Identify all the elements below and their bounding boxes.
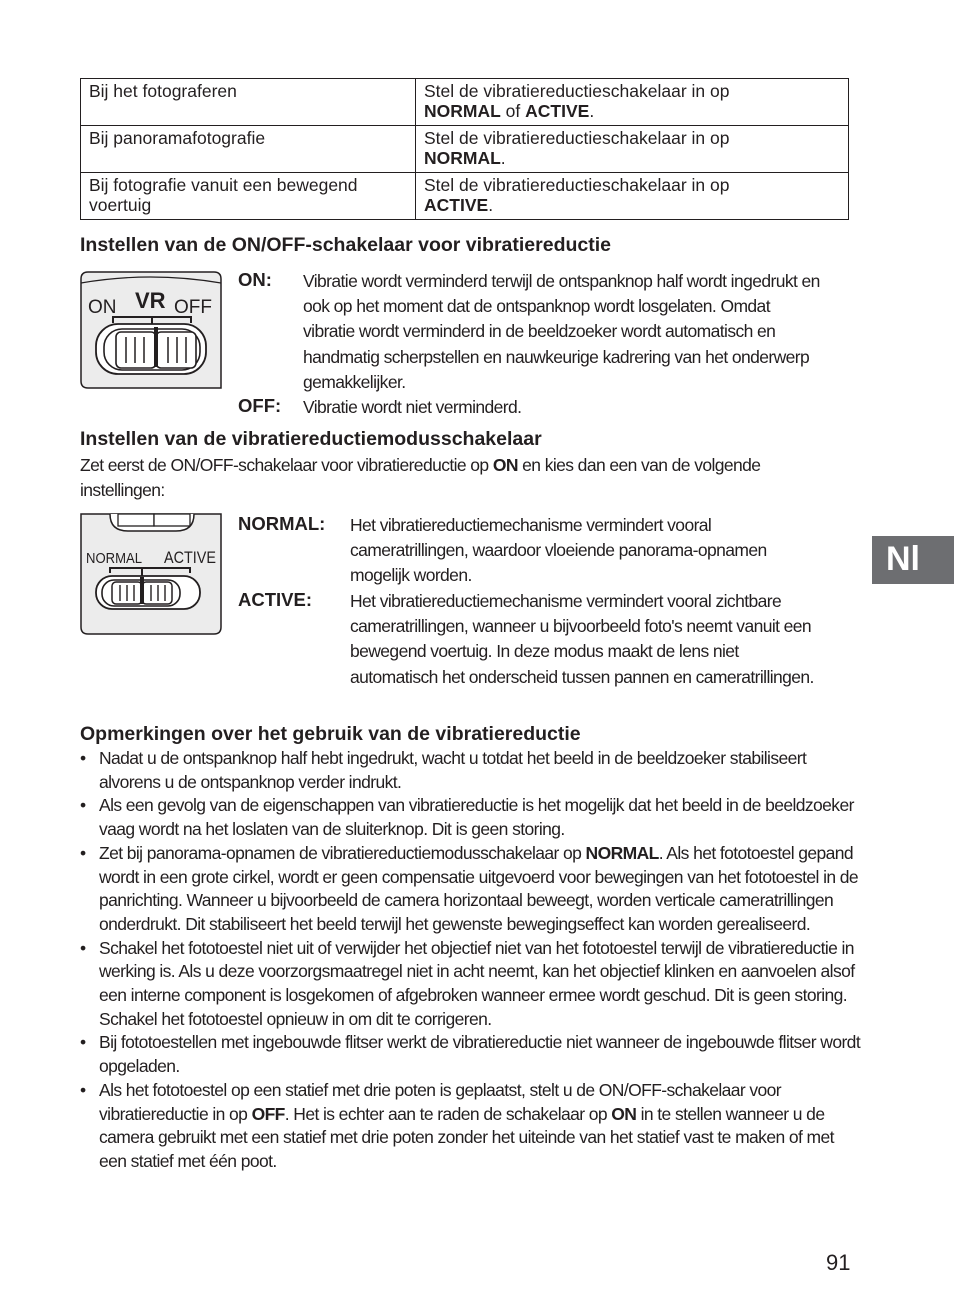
list-item: • Nadat u de ontspanknop half hebt ingedrukt, wacht u totdat het beeld in de beeldzoeker stabiliseert alvorens u de ontspanknop verder indrukt. bbox=[80, 747, 862, 794]
list-item: • Bij fototoestellen met ingebouwde flitser werkt de vibratiereductie niet wanneer de ingebouwde flitser wordt opgeladen. bbox=[80, 1031, 862, 1078]
table-row bbox=[81, 79, 849, 126]
language-tab bbox=[872, 536, 954, 584]
desc-off: Vibratie wordt niet verminderd. bbox=[303, 397, 522, 417]
mode-intro: Zet eerst de ON/OFF-schakelaar voor vibratiereductie op ON en kies dan een van de volgende instellingen: bbox=[80, 455, 761, 501]
vr-label: VR bbox=[135, 288, 166, 313]
on-label: ON bbox=[88, 297, 117, 318]
page-number: 91 bbox=[826, 1250, 851, 1275]
term-normal: NORMAL: bbox=[238, 513, 326, 534]
table-cell: Bij het fotograferen bbox=[81, 79, 416, 126]
term-off: OFF: bbox=[238, 395, 282, 416]
table-cell: Bij panoramafotografie bbox=[81, 126, 416, 173]
language-tab-label: Nl bbox=[886, 540, 920, 578]
desc-active: Het vibratiereductiemechanisme vermindert vooral zichtbare cameratrillingen, wanneer u bijvoorbeeld foto's neemt vanuit een bewegend voertuig. In deze modus maakt de lens niet automatisch het onderscheid tussen pannen en cameratrillingen. bbox=[350, 591, 814, 687]
term-on: ON: bbox=[238, 269, 272, 290]
list-item: • Zet bij panorama-opnamen de vibratiereductiemodusschakelaar op NORMAL. Als het fototoestel gepand wordt in een grote cirkel, wordt er geen compensatie uitgevoerd voor bewegingen van het fototoestel in de panrichting. Wanneer u bijvoorbeeld de camera horizontaal beweegt, worden verticale cameratrillingen onderdrukt. Dit stabiliseert het beeld terwijl het gewenste bewegingseffect kan worden gerealiseerd. bbox=[80, 842, 862, 937]
table-cell: Bij fotografie vanuit een bewegend voertuig bbox=[81, 173, 416, 220]
section-heading-onoff: Instellen van de ON/OFF-schakelaar voor vibratiereductie bbox=[80, 234, 612, 256]
settings-table bbox=[80, 78, 849, 220]
off-label: OFF bbox=[174, 297, 212, 318]
active-label: ACTIVE bbox=[164, 548, 216, 567]
section-heading-notes: Opmerkingen over het gebruik van de vibratiereductie bbox=[80, 723, 581, 745]
list-item: • Schakel het fototoestel niet uit of verwijder het objectief niet van het fototoestel terwijl de vibratiereductie in werking is. Als u deze voorzorgsmaatregel niet in acht neemt, kan het objectief klinken en aanvoelen alsof een interne component is losgekomen of afgebroken wanneer ermee wordt geschud. Dit is geen storing. Schakel het fototoestel opnieuw in om dit te corrigeren. bbox=[80, 937, 862, 1032]
desc-normal: Het vibratiereductiemechanisme vermindert vooral cameratrillingen, waardoor vloeiende panorama-opnamen mogelijk worden. bbox=[350, 515, 767, 586]
vr-mode-switch-illustration bbox=[80, 513, 222, 635]
term-active: ACTIVE: bbox=[238, 589, 312, 610]
notes-list bbox=[80, 747, 862, 1174]
table-cell: Stel de vibratiereductieschakelaar in op ACTIVE. bbox=[416, 173, 849, 220]
list-item: • Als een gevolg van de eigenschappen van vibratiereductie is het mogelijk dat het beeld in de beeldzoeker vaag wordt na het loslaten van de sluiterknop. Dit is geen storing. bbox=[80, 794, 862, 841]
table-cell: Stel de vibratiereductieschakelaar in op NORMAL. bbox=[416, 126, 849, 173]
table-row bbox=[81, 126, 849, 173]
vr-onoff-switch-illustration bbox=[80, 271, 222, 389]
table-row bbox=[81, 173, 849, 220]
table-cell: Stel de vibratiereductieschakelaar in op NORMAL of ACTIVE. bbox=[416, 79, 849, 126]
list-item: • Als het fototoestel op een statief met drie poten is geplaatst, stelt u de ON/OFF-schakelaar voor vibratiereductie in op OFF. Het is echter aan te raden de schakelaar op ON in te stellen wanneer u de camera gebruikt met een statief met drie poten zonder het uiteinde van het statief vast te maken of met een statief met één poot. bbox=[80, 1079, 862, 1174]
desc-on: Vibratie wordt verminderd terwijl de ontspanknop half wordt ingedrukt en ook op het moment dat de ontspanknop wordt losgelaten. Omdat vibratie wordt verminderd in de beeldzoeker wordt automatisch en handmatig scherpstellen en nauwkeurige kadrering van het onderwerp gemakkelijker. bbox=[303, 271, 820, 392]
normal-label: NORMAL bbox=[86, 550, 142, 567]
section-heading-mode: Instellen van de vibratiereductiemodusschakelaar bbox=[80, 428, 542, 450]
